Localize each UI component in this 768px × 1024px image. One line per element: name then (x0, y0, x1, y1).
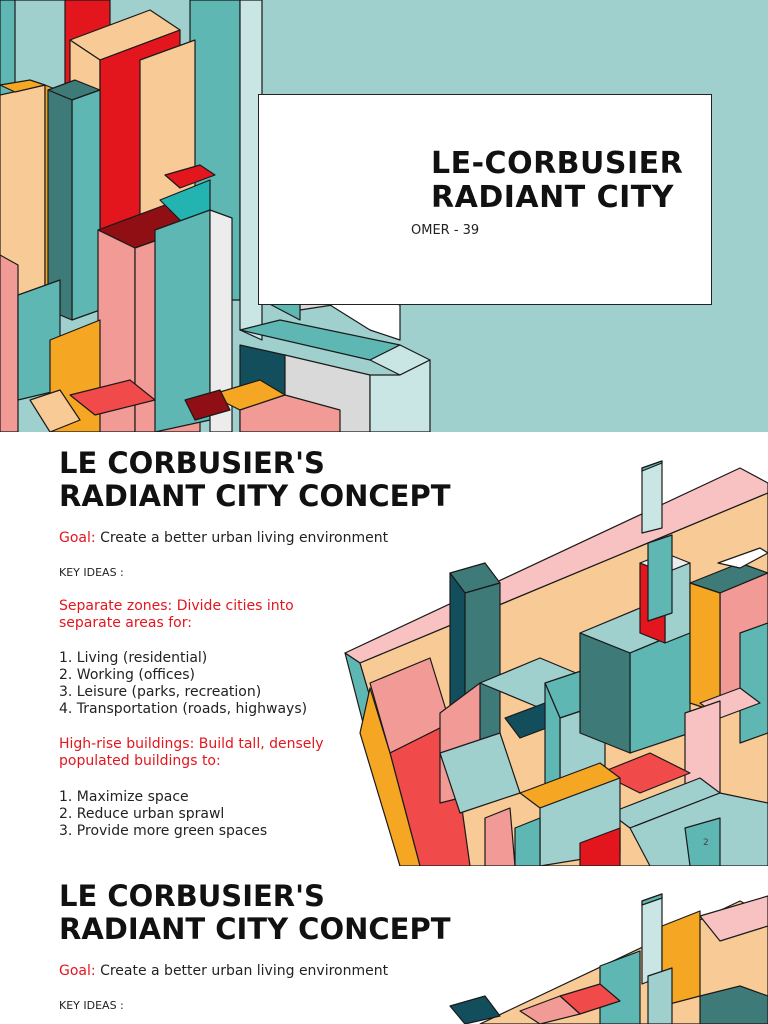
key-ideas-label: KEY IDEAS : (59, 999, 124, 1012)
title-line-2: RADIANT CITY (431, 180, 674, 215)
goal-label: Goal: (59, 530, 96, 546)
concept-title-line-2: RADIANT CITY CONCEPT (59, 479, 451, 513)
zones-list (59, 650, 307, 718)
highrise-item: 1. Maximize space (59, 789, 189, 805)
concept-title (59, 880, 451, 946)
zones-heading: Separate zones: Divide cities into separate areas for: (59, 598, 294, 631)
goal-statement (59, 963, 388, 979)
concept-slide (0, 433, 768, 866)
author-subtitle: OMER - 39 (411, 223, 480, 238)
title-line-1: LE-CORBUSIER (431, 146, 684, 181)
highrise-heading: High-rise buildings: Build tall, densely populated buildings to: (59, 736, 324, 769)
page-number: 2 (703, 838, 709, 848)
presentation-title (431, 147, 683, 215)
goal-label: Goal: (59, 963, 96, 979)
key-ideas-label: KEY IDEAS : (59, 566, 124, 579)
goal-text: Create a better urban living environment (100, 530, 389, 546)
highrise-list (59, 789, 267, 840)
zone-item: 1. Living (residential) (59, 650, 208, 666)
concept-title (59, 447, 451, 513)
zone-item: 4. Transportation (roads, highways) (59, 701, 308, 717)
concept-slide-repeat (0, 866, 768, 1024)
highrise-item: 3. Provide more green spaces (59, 823, 268, 839)
concept-title-line-1: LE CORBUSIER'S (59, 446, 325, 480)
concept-title-line-2: RADIANT CITY CONCEPT (59, 912, 451, 946)
goal-statement (59, 530, 388, 546)
zone-item: 3. Leisure (parks, recreation) (59, 684, 262, 700)
goal-text: Create a better urban living environment (100, 963, 389, 979)
zone-item: 2. Working (offices) (59, 667, 195, 683)
title-card (258, 94, 712, 305)
highrise-item: 2. Reduce urban sprawl (59, 806, 225, 822)
title-slide (0, 0, 768, 432)
concept-title-line-1: LE CORBUSIER'S (59, 879, 325, 913)
